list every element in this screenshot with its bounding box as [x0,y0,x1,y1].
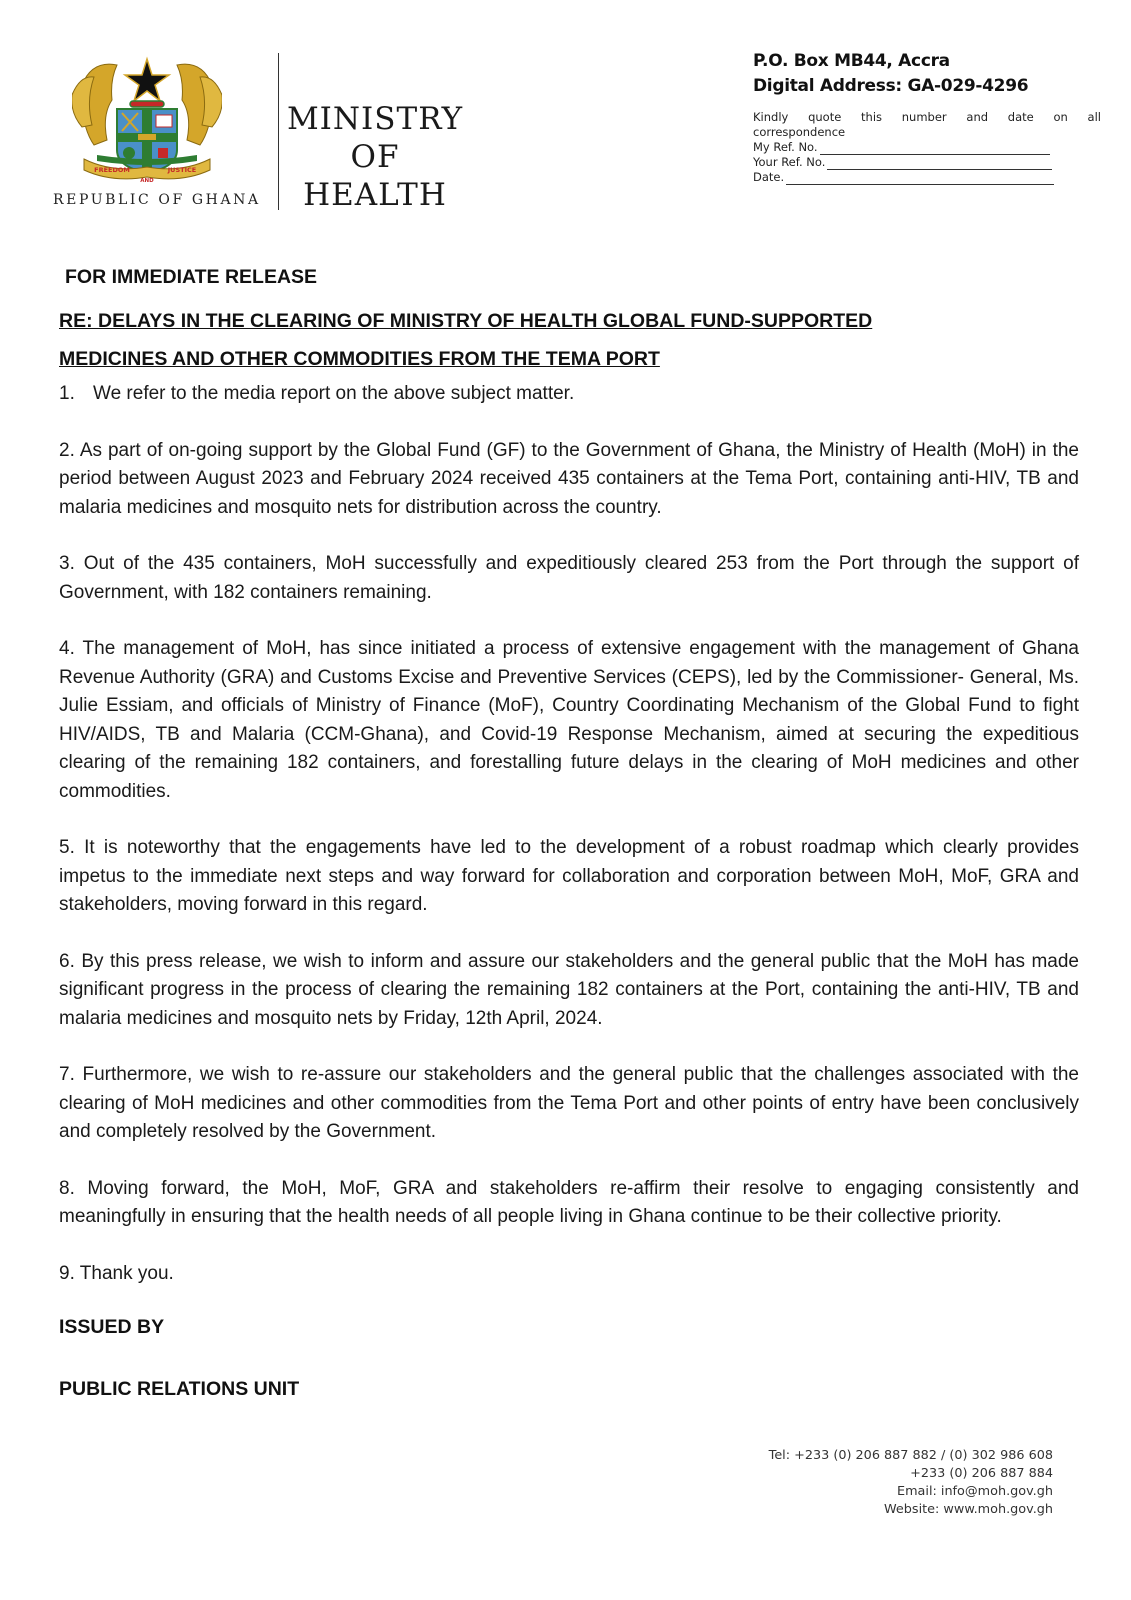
quote-note-line2: correspondence [753,125,846,139]
your-ref-blank [827,158,1052,170]
my-ref-blank [820,143,1050,155]
paragraph-1 [59,380,1079,409]
date-field [753,170,1101,185]
paragraph-number: 5. [59,837,75,858]
paragraph-text: We refer to the media report on the above subject matter. [93,383,575,404]
postal-address [753,49,1028,99]
paragraph-number: 3. [59,553,75,574]
motto-freedom: FREEDOM [94,166,130,174]
reference-block [753,110,1101,185]
black-star-shape [125,59,169,101]
paragraph-number: 1. [59,383,75,404]
po-box: P.O. Box MB44, Accra [753,51,950,71]
issued-by-label: ISSUED BY [59,1316,165,1338]
release-heading: FOR IMMEDIATE RELEASE [65,266,318,288]
telephone-line-2: +233 (0) 206 887 884 [910,1466,1053,1481]
your-ref-field [753,155,1101,170]
paragraph-6 [59,948,1079,1034]
motto-justice: JUSTICE [167,166,197,174]
subject-line-1: RE: DELAYS IN THE CLEARING OF MINISTRY OF HEALTH GLOBAL FUND-SUPPORTED [59,310,873,332]
telephone-line-1: Tel: +233 (0) 206 887 882 / (0) 302 986 608 [768,1448,1053,1463]
mine-shape [158,148,168,158]
paragraph-number: 2. [59,439,75,461]
paragraph-text: Furthermore, we wish to re-assure our stakeholders and the general public that the challenges associated with the clearing of MoH medicines and other commodities from the Tema Port and other points of entry have been conclusively and completely resolved by the Government. [59,1064,1079,1142]
paragraph-number: 4. [59,638,75,659]
digital-address: Digital Address: GA-029-4296 [753,76,1029,96]
castle-shape [156,115,172,127]
quote-note-line1: Kindly quote this number and date on all [753,110,1101,124]
paragraph-text: Out of the 435 containers, MoH successfully and expeditiously cleared 253 from the Port through the support of Government, with 182 containers remaining. [59,553,1079,603]
shield-lion [138,134,156,140]
letterhead-divider [278,53,279,210]
republic-of-ghana-label: REPUBLIC OF GHANA [53,192,261,208]
paragraph-text: It is noteworthy that the engagements have led to the development of a robust roadmap which clearly provides impetus to the immediate next steps and way forward for collaboration and corporation between MoH, MoF, GRA and stakeholders, moving forward in this regard. [59,837,1079,915]
letterhead [0,0,1131,230]
contact-footer [769,1447,1053,1519]
paragraph-text: Moving forward, the MoH, MoF, GRA and stakeholders re-affirm their resolve to engaging consistently and meaningfully in ensuring that the health needs of all people living in Ghana continue to be their collective priority. [59,1177,1079,1227]
subject-line-2: MEDICINES AND OTHER COMMODITIES FROM THE TEMA PORT [59,348,660,370]
wreath-shape [130,101,164,107]
paragraph-7 [59,1061,1079,1147]
date-blank [786,173,1054,185]
paragraph-number: 6. [59,950,75,972]
of-word: OF [350,139,400,175]
health-word: HEALTH [303,177,447,213]
paragraph-5 [59,834,1079,920]
ministry-word: MINISTRY [286,101,464,137]
paragraph-text: The management of MoH, has since initiated a process of extensive engagement with the management of Ghana Revenue Authority (GRA) and Customs Excise and Preventive Services (CEPS), led by the Commissioner- General, Ms. Julie Essiam, and officials of Ministry of Finance (MoF), Country Coordinating Mechanism of the Global Fund to fight HIV/AIDS, TB and Malaria (CCM-Ghana), and Covid-19 Response Mechanism, aimed at securing the expeditious clearing of the remaining 182 containers, and forestalling future delays in the clearing of MoH medicines and other commodities. [59,638,1080,802]
email-line: Email: info@moh.gov.gh [897,1484,1053,1499]
paragraph-2 [59,437,1079,523]
ministry-of-health-wordmark [285,100,465,214]
issuer-name: PUBLIC RELATIONS UNIT [59,1378,300,1400]
tree-shape [123,147,135,159]
my-ref-field [753,140,1101,155]
paragraph-9 [59,1260,1079,1289]
paragraph-number: 7. [59,1064,75,1085]
paragraph-3 [59,550,1079,607]
website-line: Website: www.moh.gov.gh [884,1502,1053,1517]
paragraph-8 [59,1175,1079,1232]
paragraph-number: 9. [59,1262,75,1284]
paragraph-text: As part of on-going support by the Global Fund (GF) to the Government of Ghana, the Ministry of Health (MoH) in the period between August 2023 and February 2024 received 435 containers at the Tema Port, containing anti-HIV, TB and malaria medicines and mosquito nets for distribution across the country. [59,439,1079,518]
paragraph-text: By this press release, we wish to inform and assure our stakeholders and the general public that the MoH has made significant progress in the process of clearing the remaining 182 containers at the Port, containing the anti-HIV, TB and malaria medicines and mosquito nets by Friday, 12th April, 2024. [59,950,1079,1029]
paragraph-4 [59,635,1079,806]
motto-and: AND [140,178,154,184]
paragraph-text: Thank you. [79,1262,174,1284]
paragraph-number: 8. [59,1177,75,1199]
ghana-coat-of-arms-icon [72,55,222,185]
press-release-body [59,262,1079,1401]
my-ref-label: My Ref. No. [753,140,818,154]
your-ref-label: Your Ref. No. [753,155,826,169]
date-label: Date. [753,170,785,184]
